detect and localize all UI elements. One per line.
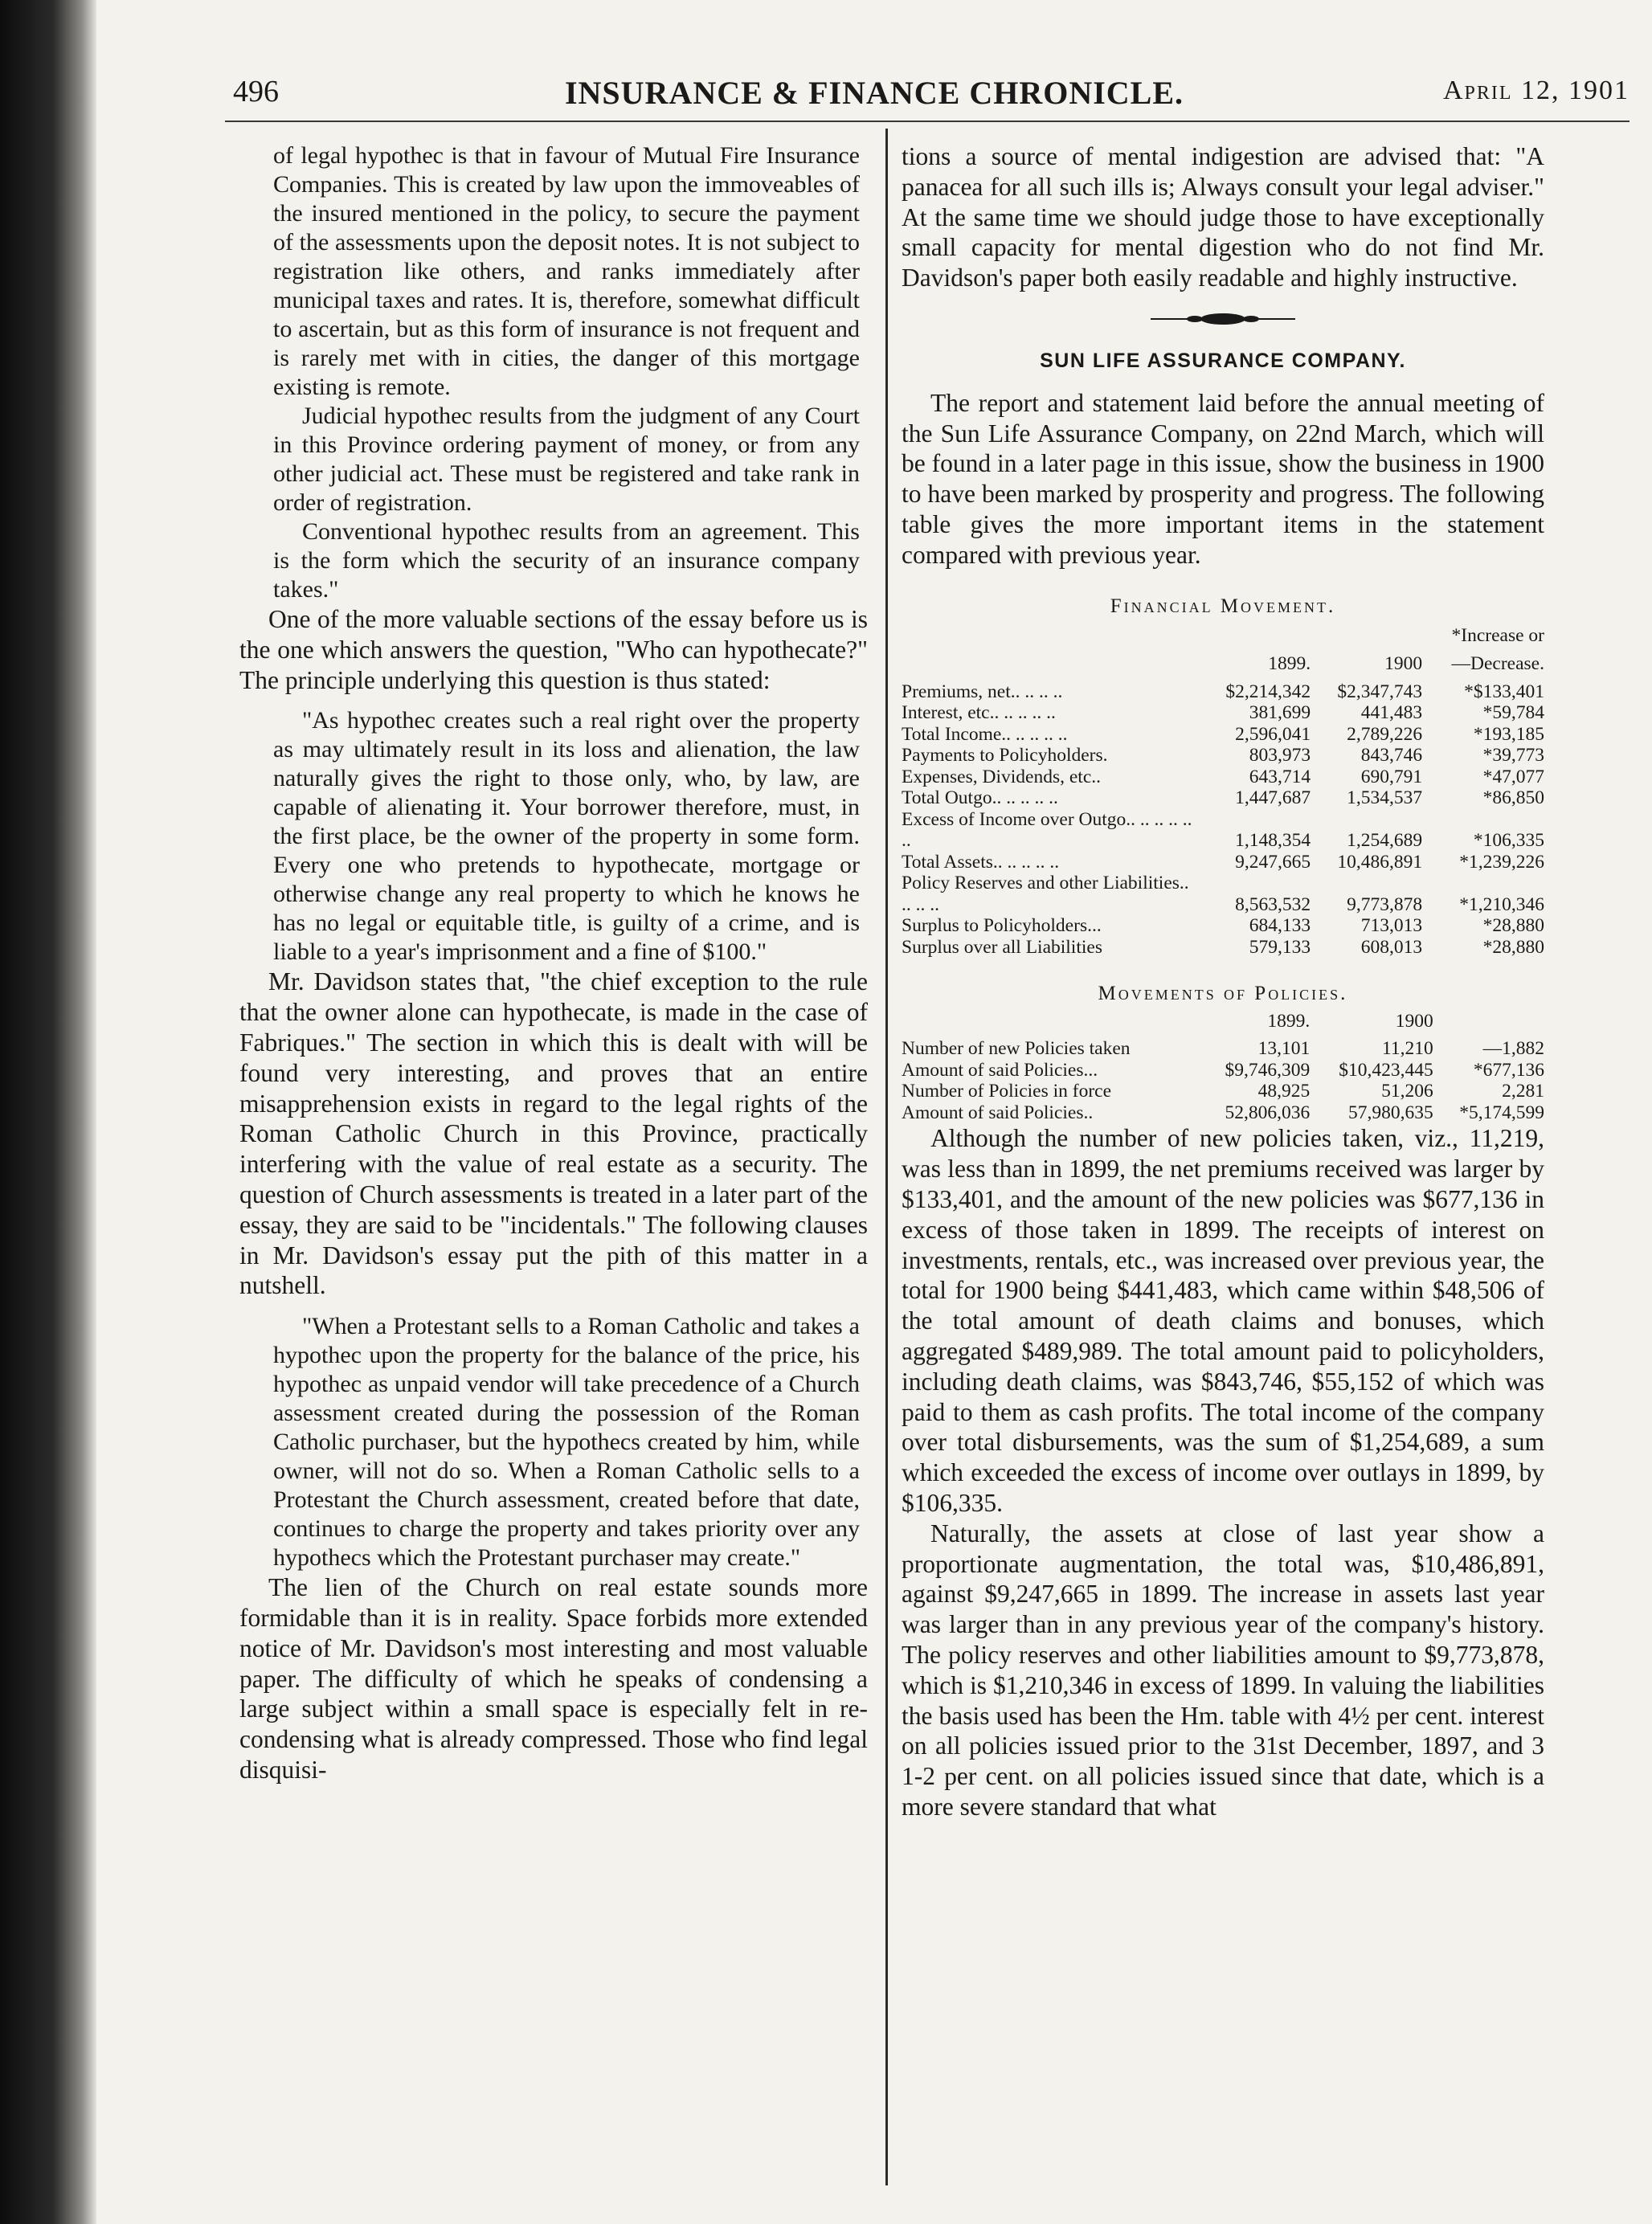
- value-1899: 579,133: [1249, 936, 1311, 958]
- hypothec-quote-continued: [239, 141, 868, 604]
- row-label: Excess of Income over Outgo.. .. .. .. .. ..: [902, 808, 1192, 852]
- row-label: Total Assets.. .. .. .. ..: [902, 851, 1060, 873]
- value-1900: 1,254,689: [1347, 830, 1423, 852]
- value-1899: 643,714: [1249, 766, 1311, 787]
- row-label: Premiums, net.. .. .. ..: [902, 681, 1063, 702]
- value-1900: $2,347,743: [1337, 681, 1423, 702]
- body-paragraph: Although the number of new policies taken, viz., 11,219, was less than in 1899, the net premiums received was larger by $133,401, and the amount of the new policies was $677,136 in excess of those taken in 1899. The receipts of interest on investments, rentals, etc., was increased over previous year, the total for 1900 being $441,483, which came within $48,506 of the total amount of death claims and bonuses, which aggregated $489,989. The total amount paid to policyholders, including death claims, was $843,746, $55,152 of which was paid to them as cash profits. The total income of the company over total disbursements, was the sum of $1,254,689, a sum which exceeded the excess of income over outlays in 1899, by $106,335.: [902, 1124, 1544, 1518]
- quote-paragraph: "As hypothec creates such a real right over the property as may ultimately result in its loss and alienation, the law naturally gives the right to those only, who, by law, are capable of alienating it. Your borrower therefore, must, in the first place, be the owner of the property in some form. Every one who pretends to hypothecate, mortgage or otherwise change any real property to which he knows he has no legal or equitable title, is guilty of a crime, and is liable to a year's imprisonment and a fine of $100.": [273, 707, 860, 966]
- value-change: *1,239,226: [1459, 851, 1544, 873]
- table-row: [902, 745, 1544, 767]
- value-1899: 52,806,036: [1225, 1102, 1311, 1123]
- row-label: Number of new Policies taken: [902, 1038, 1131, 1060]
- table-header-row: [902, 1011, 1544, 1039]
- table-header-row: [902, 653, 1544, 681]
- section-ornament: [902, 303, 1544, 335]
- value-1900: 57,980,635: [1348, 1102, 1433, 1123]
- row-label: Total Outgo.. .. .. .. ..: [902, 787, 1058, 809]
- table-row: [902, 767, 1544, 788]
- value-change: —1,882: [1482, 1038, 1544, 1060]
- table-row: [902, 724, 1544, 746]
- table-row: [902, 702, 1544, 724]
- quote-paragraph: Conventional hypothec results from an agreement. This is the form which the security of an insurance company takes.": [273, 518, 860, 603]
- value-change: *106,335: [1473, 830, 1544, 852]
- row-label: Surplus over all Liabilities: [902, 936, 1102, 958]
- value-1900: 51,206: [1381, 1081, 1433, 1102]
- row-label: Expenses, Dividends, etc..: [902, 766, 1102, 787]
- value-1900: 1,534,537: [1347, 787, 1423, 809]
- table-row: [902, 1060, 1544, 1081]
- value-1900: 10,486,891: [1337, 851, 1423, 873]
- quote-paragraph: "When a Protestant sells to a Roman Catholic and takes a hypothec upon the property for the balance of the price, his hypothec as unpaid vendor will take precedence of a Church assessment created during the possession of the Roman Catholic purchaser, but the hypothecs created by him, while owner, will not do so. When a Roman Catholic sells to a Protestant the Church assessment, created before that date, continues to charge the property and takes priority over any hypothecs which the Protestant purchaser may create.": [273, 1313, 860, 1572]
- value-1899: 1,148,354: [1235, 830, 1311, 852]
- column-header: 1899.: [1267, 1010, 1311, 1032]
- value-change: *28,880: [1482, 915, 1544, 937]
- value-change: *677,136: [1473, 1059, 1544, 1081]
- row-label: Interest, etc.. .. .. .. ..: [902, 702, 1056, 724]
- left-column: [239, 141, 868, 1785]
- value-change: *47,077: [1482, 766, 1544, 787]
- column-header: 1899.: [1268, 653, 1311, 675]
- value-1899: 8,563,532: [1235, 893, 1311, 915]
- value-change: *59,784: [1482, 702, 1544, 724]
- value-1900: $10,423,445: [1339, 1059, 1433, 1081]
- quote-paragraph: Judicial hypothec results from the judgment of any Court in this Province ordering payment of money, or from any other judicial act. These must be registered and take rank in order of registration.: [273, 403, 860, 516]
- row-label: Number of Policies in force: [902, 1081, 1112, 1102]
- column-header: 1900: [1395, 1010, 1433, 1032]
- section-title: SUN LIFE ASSURANCE COMPANY.: [1040, 349, 1406, 372]
- value-1900: 713,013: [1360, 915, 1423, 937]
- body-paragraph: Naturally, the assets at close of last year show a proportionate augmentation, the total was, $10,486,891, against $9,247,665 in 1899. The increase in assets last year was larger than in any previous year of the company's history. The policy reserves and other liabilities amount to $9,773,878, which is $1,210,346 in excess of 1899. In valuing the liabilities the basis used has been the Hm. table with 4½ per cent. interest on all policies issued prior to the 31st December, 1897, and 3 1-2 per cent. on all policies issued since that date, which is a more severe standard that what: [902, 1519, 1544, 1821]
- value-1899: 2,596,041: [1235, 723, 1311, 745]
- table-row: [902, 809, 1544, 852]
- value-1899: 684,133: [1249, 915, 1311, 937]
- value-1899: 381,699: [1249, 702, 1311, 724]
- quote-paragraph: of legal hypothec is that in favour of Mutual Fire Insurance Companies. This is created by law upon the immoveables of the insured mentioned in the policy, to secure the payment of the assessments upon the deposit notes. It is not subject to registration like others, and ranks immediately after municipal taxes and rates. It is, therefore, somewhat difficult to ascertain, but as this form of insurance is not frequent and is rarely met with in cities, the danger of this mortgage existing is remote.: [273, 142, 860, 400]
- body-paragraph: One of the more valuable sections of the essay before us is the one which answers the question, "Who can hypothecate?" The principle underlying this question is thus stated:: [239, 605, 868, 694]
- borrower-quote: [239, 706, 868, 967]
- value-1900: 2,789,226: [1347, 723, 1423, 745]
- table-row: [902, 873, 1544, 915]
- right-column: [902, 141, 1544, 1822]
- journal-title: INSURANCE & FINANCE CHRONICLE.: [564, 75, 1184, 111]
- table-row: [902, 1081, 1544, 1102]
- row-label: Policy Reserves and other Liabilities.. .. .. ..: [902, 873, 1189, 915]
- table-row: [902, 852, 1544, 873]
- ornament-rule-icon: [1151, 311, 1295, 327]
- policies-movement-table: [902, 1011, 1544, 1124]
- value-1900: 690,791: [1360, 766, 1423, 787]
- column-header: —Decrease.: [1451, 653, 1544, 675]
- value-1899: 1,447,687: [1235, 787, 1311, 809]
- value-1900: 11,210: [1382, 1038, 1433, 1060]
- value-1899: 48,925: [1257, 1081, 1311, 1102]
- row-label: Amount of said Policies...: [902, 1059, 1098, 1081]
- header-rule: [225, 121, 1630, 122]
- value-1899: $9,746,309: [1225, 1059, 1311, 1081]
- financial-movement-table: [902, 653, 1544, 958]
- page-number: 496: [233, 75, 279, 108]
- value-1900: 441,483: [1360, 702, 1423, 724]
- value-change: *1,210,346: [1459, 893, 1544, 915]
- table-row: [902, 787, 1544, 809]
- table-row: [902, 1038, 1544, 1060]
- value-1899: $2,214,342: [1225, 681, 1311, 702]
- value-change: *86,850: [1482, 787, 1544, 809]
- table-row: [902, 1102, 1544, 1124]
- row-label: Total Income.. .. .. .. ..: [902, 723, 1068, 745]
- value-change: 2,281: [1502, 1081, 1544, 1102]
- row-label: Payments to Policyholders.: [902, 745, 1108, 767]
- financial-table-title: Financial Movement.: [1110, 595, 1336, 617]
- row-label: Surplus to Policyholders...: [902, 915, 1102, 937]
- value-change: *193,185: [1473, 723, 1544, 745]
- fabriques-quote: [239, 1312, 868, 1572]
- body-paragraph: The lien of the Church on real estate sounds more formidable than it is in reality. Space forbids more extended notice of Mr. Davidson's most interesting and most valuable paper. The difficulty of which he speaks of condensing a large subject within a small space is especially felt in re-condensing what is already compressed. Those who find legal disquisi-: [239, 1573, 868, 1784]
- increase-note: *Increase or: [1451, 625, 1544, 647]
- value-change: *39,773: [1482, 745, 1544, 767]
- policies-table-title: Movements of Policies.: [1098, 983, 1348, 1005]
- body-paragraph: The report and statement laid before the annual meeting of the Sun Life Assurance Company, on 22nd March, which will be found in a later page in this issue, show the business in 1900 to have been marked by prosperity and progress. The following table gives the more important items in the statement compared with previous year.: [902, 388, 1544, 569]
- value-change: *28,880: [1482, 936, 1544, 958]
- body-paragraph: tions a source of mental indigestion are advised that: "A panacea for all such ills is; Always consult your legal adviser." At the same time we should judge those to have exceptionally small capacity for mental digestion who do not find Mr. Davidson's paper both easily readable and highly instructive.: [902, 142, 1544, 292]
- value-1900: 9,773,878: [1347, 893, 1423, 915]
- scan-dark-edge: [0, 0, 96, 2224]
- value-1899: 803,973: [1249, 745, 1311, 767]
- issue-date: April 12, 1901: [1442, 76, 1630, 105]
- value-1900: 608,013: [1360, 936, 1423, 958]
- row-label: Amount of said Policies..: [902, 1102, 1094, 1123]
- column-header: 1900: [1384, 653, 1423, 675]
- table-row: [902, 681, 1544, 703]
- value-1900: 843,746: [1360, 745, 1423, 767]
- body-paragraph: Mr. Davidson states that, "the chief exception to the rule that the owner alone can hypothecate, is made in the case of Fabriques." The section in which this is dealt with will be found very interesting, and proves that an entire misapprehension exists in regard to the legal rights of the Roman Catholic Church in this Province, practically interfering with the value of real estate as a security. The question of Church assessments is treated in a later part of the essay, they are said to be "incidentals." The following clauses in Mr. Davidson's essay put the pith of this matter in a nutshell.: [239, 967, 868, 1300]
- value-1899: 13,101: [1257, 1038, 1311, 1060]
- value-change: *5,174,599: [1459, 1102, 1544, 1123]
- column-rule: [885, 129, 888, 2185]
- running-header: [96, 74, 1652, 114]
- table-row: [902, 937, 1544, 959]
- document-page: [96, 0, 1652, 2224]
- table-row: [902, 915, 1544, 937]
- value-1899: 9,247,665: [1235, 851, 1311, 873]
- value-change: *$133,401: [1464, 681, 1544, 702]
